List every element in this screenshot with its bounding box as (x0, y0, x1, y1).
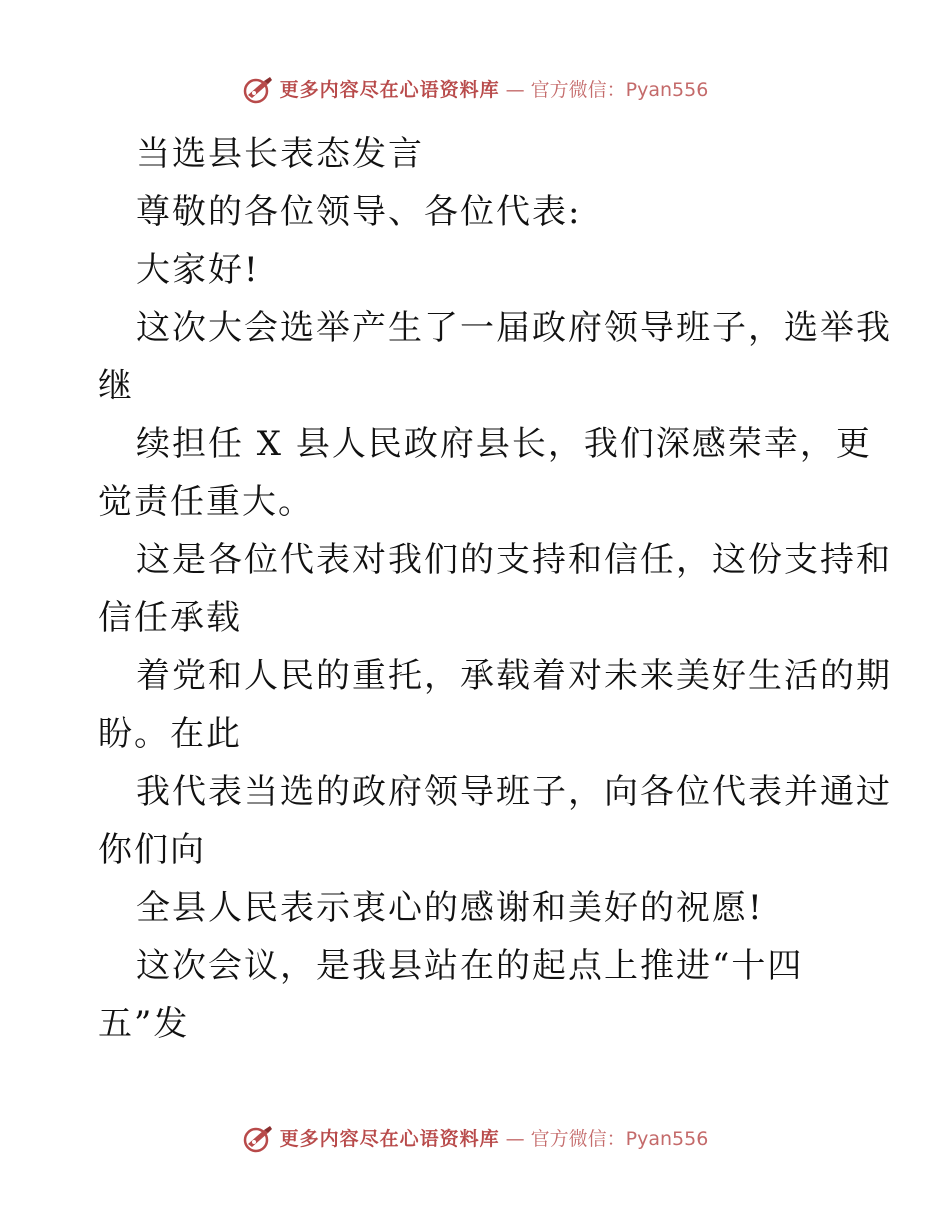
banner-wechat-text: 官方微信：Pyan556 (530, 79, 709, 101)
document-body (98, 125, 892, 1053)
pen-nib-logo-icon (242, 75, 274, 105)
paragraph-line: 五”发 (98, 1004, 190, 1044)
paragraph-line: 盼。在此 (98, 714, 242, 754)
banner-separator: — (505, 79, 525, 101)
paragraph-line: 觉责任重大。 (98, 482, 314, 522)
paragraph-line: 继 (98, 366, 134, 406)
pen-nib-logo-icon (242, 1124, 274, 1154)
paragraph-line: 这是各位代表对我们的支持和信任，这份支持和 (136, 540, 892, 580)
footer-banner (0, 1124, 950, 1154)
paragraph-line: 我代表当选的政府领导班子，向各位代表并通过 (136, 772, 892, 812)
banner-brand-text: 更多内容尽在心语资料库 (279, 1128, 500, 1150)
paragraph-line: 全县人民表示衷心的感谢和美好的祝愿! (136, 888, 764, 928)
banner-brand-text: 更多内容尽在心语资料库 (279, 79, 500, 101)
paragraph-line: 这次大会选举产生了一届政府领导班子，选举我 (136, 308, 892, 348)
banner-separator: — (505, 1128, 525, 1150)
paragraph-line: 这次会议，是我县站在的起点上推进“十四 (136, 946, 804, 986)
header-banner (0, 75, 950, 105)
paragraph-line: 信任承载 (98, 598, 242, 638)
salutation-line: 尊敬的各位领导、各位代表: (136, 192, 582, 232)
paragraph-line: 你们向 (98, 830, 206, 870)
banner-wechat-text: 官方微信：Pyan556 (530, 1128, 709, 1150)
document-title: 当选县长表态发言 (136, 134, 424, 174)
greeting-line: 大家好! (136, 250, 260, 290)
paragraph-line: 续担任 X 县人民政府县长，我们深感荣幸，更 (136, 424, 872, 464)
paragraph-line: 着党和人民的重托，承载着对未来美好生活的期 (136, 656, 892, 696)
